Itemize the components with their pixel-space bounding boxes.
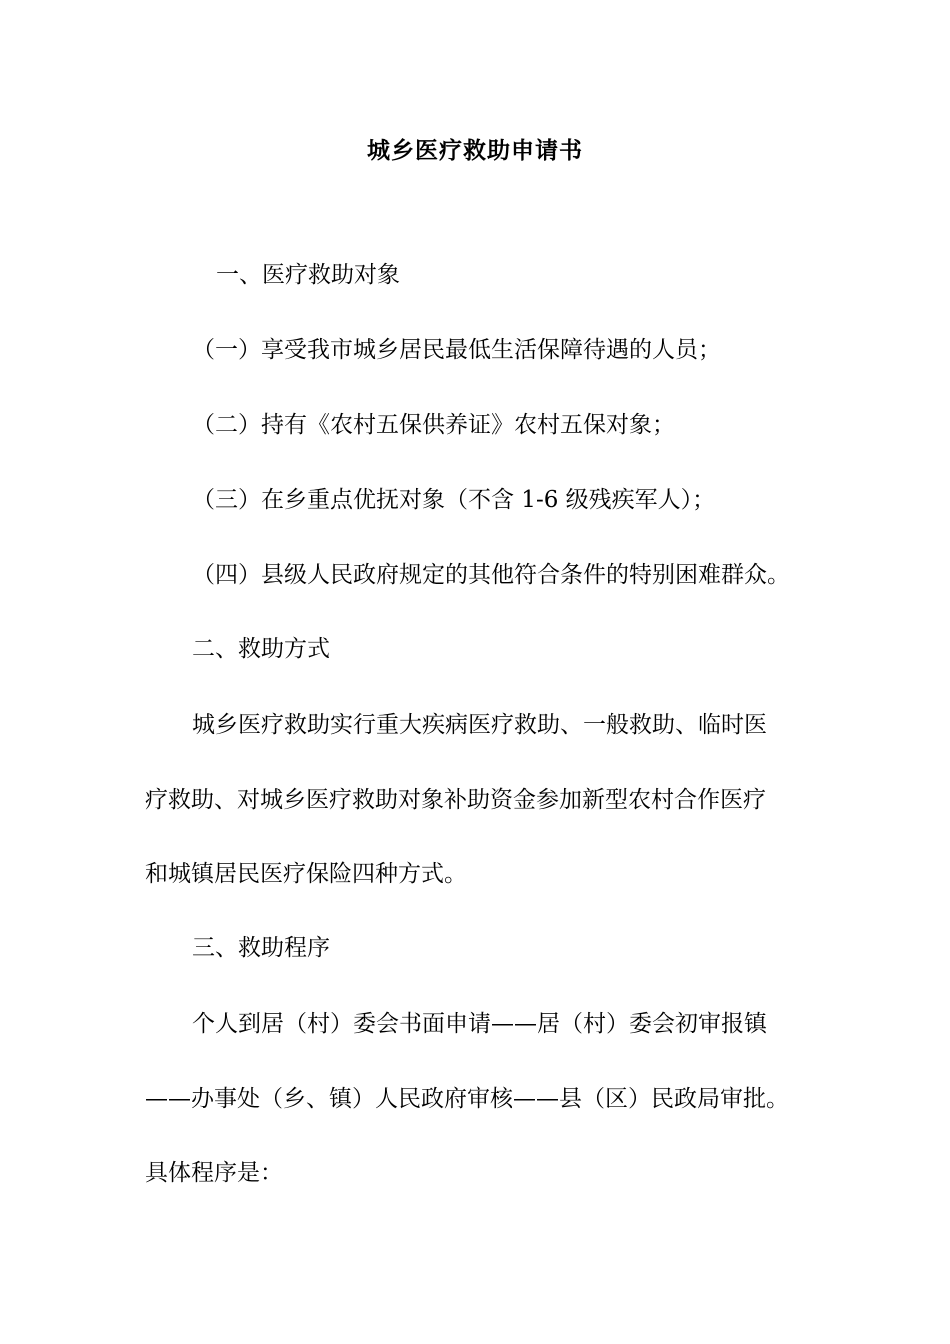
paragraph-line: ——办事处（乡、镇）人民政府审核——县（区）民政局审批。 <box>145 1086 789 1112</box>
list-item: （三）在乡重点优抚对象（不含 1-6 级残疾军人）； <box>192 487 716 513</box>
paragraph-line: 具体程序是： <box>145 1160 283 1186</box>
section-heading: 一、医疗救助对象 <box>216 262 400 288</box>
section-heading: 二、救助方式 <box>192 636 330 662</box>
paragraph-line: 和城镇居民医疗保险四种方式。 <box>145 861 467 887</box>
list-item: （二）持有《农村五保供养证》农村五保对象； <box>192 412 675 438</box>
paragraph-line: 个人到居（村）委会书面申请——居（村）委会初审报镇 <box>192 1011 767 1037</box>
list-item: （四）县级人民政府规定的其他符合条件的特别困难群众。 <box>192 562 790 588</box>
paragraph-line: 疗救助、对城乡医疗救助对象补助资金参加新型农村合作医疗 <box>145 787 766 813</box>
list-item: （一）享受我市城乡居民最低生活保障待遇的人员； <box>192 337 721 363</box>
document-title: 城乡医疗救助申请书 <box>367 138 583 164</box>
section-heading: 三、救助程序 <box>192 935 330 961</box>
paragraph-line: 城乡医疗救助实行重大疾病医疗救助、一般救助、临时医 <box>192 712 767 738</box>
